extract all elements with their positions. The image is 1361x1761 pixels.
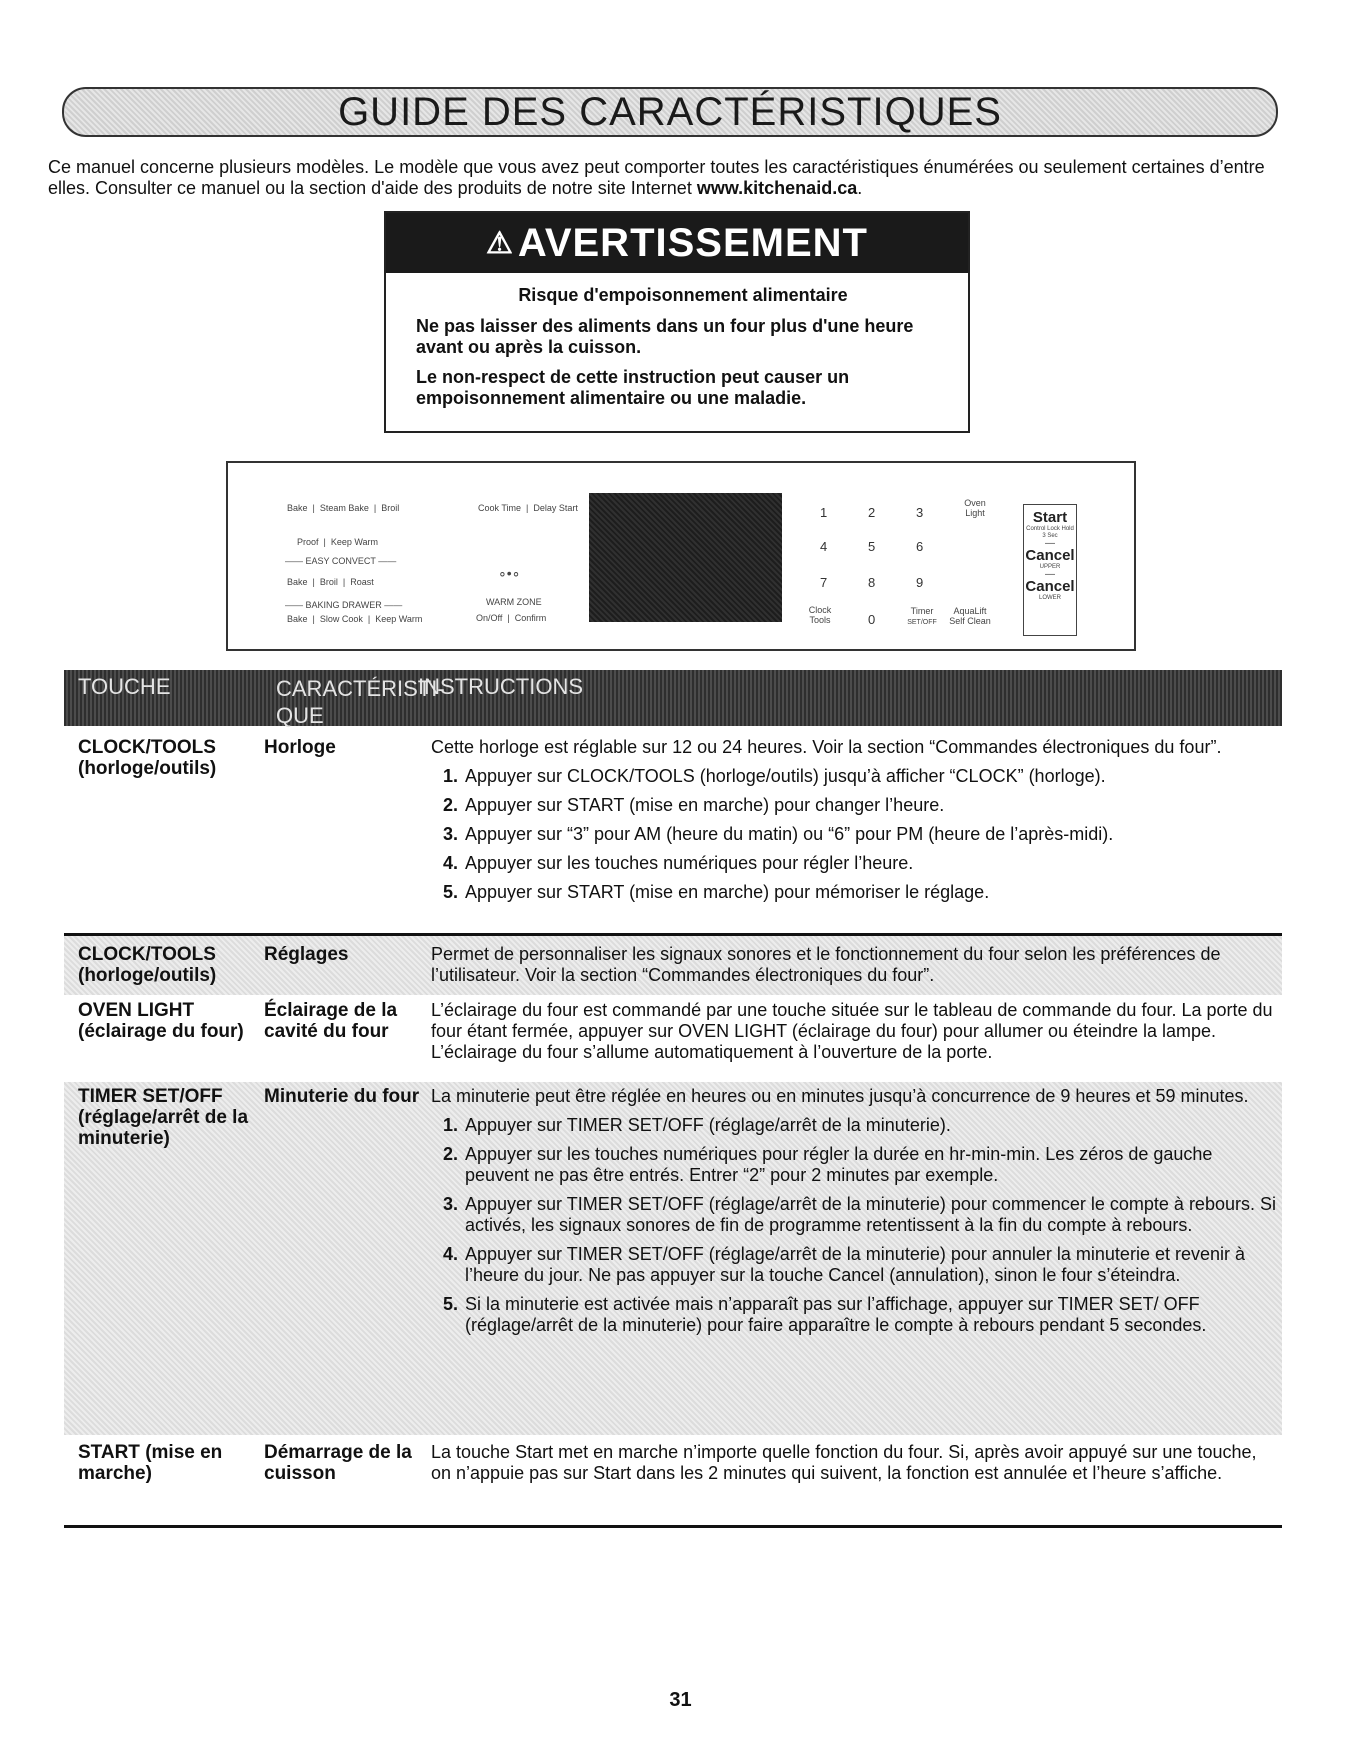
panel-row-1: Bake | Steam Bake | Broil	[287, 503, 400, 513]
key-5: 5	[868, 539, 876, 554]
key-0: 0	[868, 612, 876, 627]
list-item: 4. Appuyer sur TIMER SET/OFF (réglage/arrêt de la minuterie) pour annuler la minuterie et revenir à l’heure du jour. Ne pas appuyer sur la touche Cancel (annulation), sinon le four s’éteindra.	[443, 1244, 1245, 1285]
row-feature: Réglages	[264, 944, 349, 965]
list-item: 2. Appuyer sur les touches numériques pour régler la durée en hr-min-min. Les zéros de gauche peuvent ne pas être entrés. Entrer “2” pour 2 minutes par exemple.	[443, 1144, 1213, 1185]
table-header	[64, 670, 1282, 726]
row-feature: Minuterie du four	[264, 1086, 420, 1107]
list-item: 1. Appuyer sur CLOCK/TOOLS (horloge/outils) jusqu’à afficher “CLOCK” (horloge).	[443, 766, 1106, 786]
start-key-label: Start	[1032, 509, 1068, 526]
header-instructions: INSTRUCTIONS	[418, 674, 583, 699]
row-feature: Horloge	[264, 737, 336, 758]
key-2: 2	[868, 505, 876, 520]
start-cancel-keys: Start Control Lock Hold 3 Sec — Cancel UPPER — Cancel LOWER	[1023, 504, 1077, 636]
header-caracteristique: CARACTÉRISTI-QUE	[276, 676, 445, 728]
lower-label: LOWER	[1038, 595, 1061, 601]
list-item: 5. Appuyer sur START (mise en marche) pour mémoriser le réglage.	[443, 882, 990, 902]
panel-baking-drawer: —— BAKING DRAWER ——	[285, 600, 403, 610]
list-item: 3. Appuyer sur “3” pour AM (heure du matin) ou “6” pour PM (heure de l’après-midi).	[443, 824, 1114, 844]
row-key: START (mise en marche)	[78, 1442, 223, 1484]
intro-text: Ce manuel concerne plusieurs modèles. Le modèle que vous avez peut comporter toutes les caractéristiques énumérées ou seulement certaines d’entre elles. Consulter ce manuel ou la section d'aide des produits de notre site Internet	[48, 157, 1265, 198]
page-number: 31	[669, 1689, 692, 1711]
intro-paragraph	[48, 157, 1288, 199]
panel-onoff-confirm: On/Off | Confirm	[476, 613, 547, 623]
list-item: 5. Si la minuterie est activée mais n’apparaît pas sur l’affichage, appuyer sur TIMER SET/ OFF (réglage/arrêt de la minuterie) pour faire apparaître le compte à rebours pendant 5 secondes.	[443, 1294, 1207, 1335]
row-instructions: Permet de personnaliser les signaux sonores et le fonctionnement du four selon les préférences de l’utilisateur. Voir la section “Commandes électroniques du four”.	[431, 944, 1221, 985]
step-list	[431, 1115, 1279, 1336]
panel-warm-zone: WARM ZONE	[486, 597, 542, 607]
panel-display	[589, 493, 782, 622]
table-row	[64, 1082, 1282, 1435]
row-key: CLOCK/TOOLS (horloge/outils)	[78, 737, 217, 779]
warning-header	[386, 213, 968, 273]
panel-row-4: Bake | Slow Cook | Keep Warm	[287, 614, 423, 624]
warning-line-2: Le non-respect de cette instruction peut causer un empoisonnement alimentaire ou une maladie.	[416, 367, 850, 408]
table-row	[64, 936, 1282, 995]
row-feature: Démarrage de la cuisson	[264, 1442, 412, 1484]
warm-zone-icon: ∘•∘	[498, 565, 521, 581]
key-4: 4	[820, 539, 828, 554]
row-instructions: La touche Start met en marche n’importe quelle fonction du four. Si, après avoir appuyé sur une touche, on n’appuie pas sur Start dans les 2 minutes qui suivent, la fonction est annulée et l’heure s’affiche.	[431, 1442, 1257, 1483]
table-row	[64, 1442, 1282, 1522]
row-instructions: La minuterie peut être réglée en heures ou en minutes jusqu’à concurrence de 9 heures et 59 minutes. 1. Appuyer sur TIMER SET/OFF (réglage/arrêt de la minuterie). 2. Appuyer sur les touches numériques pour régler la durée en hr-min-min. Les zéros de gauche peuvent ne pas être entrés. Entrer “2” pour 2 minutes par exemple. 3. Appuyer sur TIMER SET/OFF (réglage/arrêt de la minuterie) pour commencer le compte à rebours. Si activés, les signaux sonores de fin de programme retentissent à la fin du compte à rebours. 4. Appuyer sur TIMER SET/OFF (réglage/arrêt de la minuterie) pour annuler la minuterie et revenir à l’heure du jour. Ne pas appuyer sur la touche Cancel (annulation), sinon le four s’éteindra. 5. Si la minuterie est activée mais n’apparaît pas sur l’affichage, appuyer sur TIMER SET/ OFF (réglage/arrêt de la minuterie) pour faire apparaître le compte à rebours pendant 5 secondes.	[431, 1086, 1279, 1344]
warning-triangle-icon: ⚠	[486, 226, 514, 260]
page-title: GUIDE DES CARACTÉRISTIQUES	[338, 89, 1002, 134]
row-feature: Éclairage de la cavité du four	[264, 1000, 398, 1042]
row-key: OVEN LIGHT (éclairage du four)	[78, 1000, 244, 1042]
control-lock-label: Control Lock Hold 3 Sec	[1026, 526, 1074, 539]
panel-cook-delay: Cook Time | Delay Start	[478, 503, 578, 513]
key-6: 6	[916, 539, 924, 554]
cancel-upper-key-label: Cancel	[1025, 547, 1075, 564]
row-instructions: Cette horloge est réglable sur 12 ou 24 heures. Voir la section “Commandes électroniques du four”. 1. Appuyer sur CLOCK/TOOLS (horloge/outils) jusqu’à afficher “CLOCK” (horloge). 2. Appuyer sur START (mise en marche) pour changer l’heure. 3. Appuyer sur “3” pour AM (heure du matin) ou “6” pour PM (heure de l’après-midi). 4. Appuyer sur les touches numériques pour régler l’heure. 5. Appuyer sur START (mise en marche) pour mémoriser le réglage.	[431, 737, 1279, 911]
list-item: 2. Appuyer sur START (mise en marche) pour changer l’heure.	[443, 795, 945, 815]
cancel-lower-key-label: Cancel	[1025, 578, 1075, 595]
warning-body	[386, 273, 968, 409]
row-instructions: L’éclairage du four est commandé par une touche située sur le tableau de commande du four. La porte du four étant fermée, appuyer sur OVEN LIGHT (éclairage du four) pour allumer ou éteindre la lampe. L’éclairage du four s’allume automatiquement à l’ouverture de la porte.	[431, 1000, 1273, 1062]
table-bottom-rule	[64, 1525, 1282, 1528]
panel-easy-convect: —— EASY CONVECT ——	[285, 556, 397, 566]
intro-end: .	[857, 178, 863, 198]
key-9: 9	[916, 575, 924, 590]
title-banner	[62, 87, 1278, 137]
warning-line-1: Ne pas laisser des aliments dans un four plus d'une heure avant ou après la cuisson.	[416, 316, 914, 357]
warning-heading: AVERTISSEMENT	[517, 220, 868, 265]
key-7: 7	[820, 575, 828, 590]
oven-light-key-label: Oven Light	[964, 498, 986, 518]
panel-row-2: Proof | Keep Warm	[297, 537, 379, 547]
aqualift-key-label: AquaLift Self Clean	[949, 606, 991, 626]
warning-risk: Risque d'empoisonnement alimentaire	[518, 285, 848, 305]
row-key: CLOCK/TOOLS (horloge/outils)	[78, 944, 217, 986]
upper-label: UPPER	[1039, 564, 1061, 570]
header-touche: TOUCHE	[78, 674, 171, 699]
list-item: 4. Appuyer sur les touches numériques pour régler l’heure.	[443, 853, 914, 873]
key-3: 3	[916, 505, 924, 520]
key-8: 8	[868, 575, 876, 590]
warning-box	[384, 211, 970, 433]
panel-row-3: Bake | Broil | Roast	[287, 577, 374, 587]
step-list	[431, 766, 1279, 903]
clock-tools-key-label: Clock Tools	[808, 605, 832, 625]
website-link[interactable]: www.kitchenaid.ca	[696, 178, 858, 198]
table-row	[64, 737, 1282, 925]
list-item: 1. Appuyer sur TIMER SET/OFF (réglage/arrêt de la minuterie).	[443, 1115, 951, 1135]
list-item: 3. Appuyer sur TIMER SET/OFF (réglage/arrêt de la minuterie) pour commencer le compte à rebours. Si activés, les signaux sonores de fin de programme retentissent à la fin du compte à rebours.	[443, 1194, 1276, 1235]
table-row	[64, 1000, 1282, 1080]
key-1: 1	[820, 505, 828, 520]
row-key: TIMER SET/OFF (réglage/arrêt de la minuterie)	[78, 1086, 249, 1149]
timer-key-label: Timer SET/OFF	[907, 606, 937, 626]
